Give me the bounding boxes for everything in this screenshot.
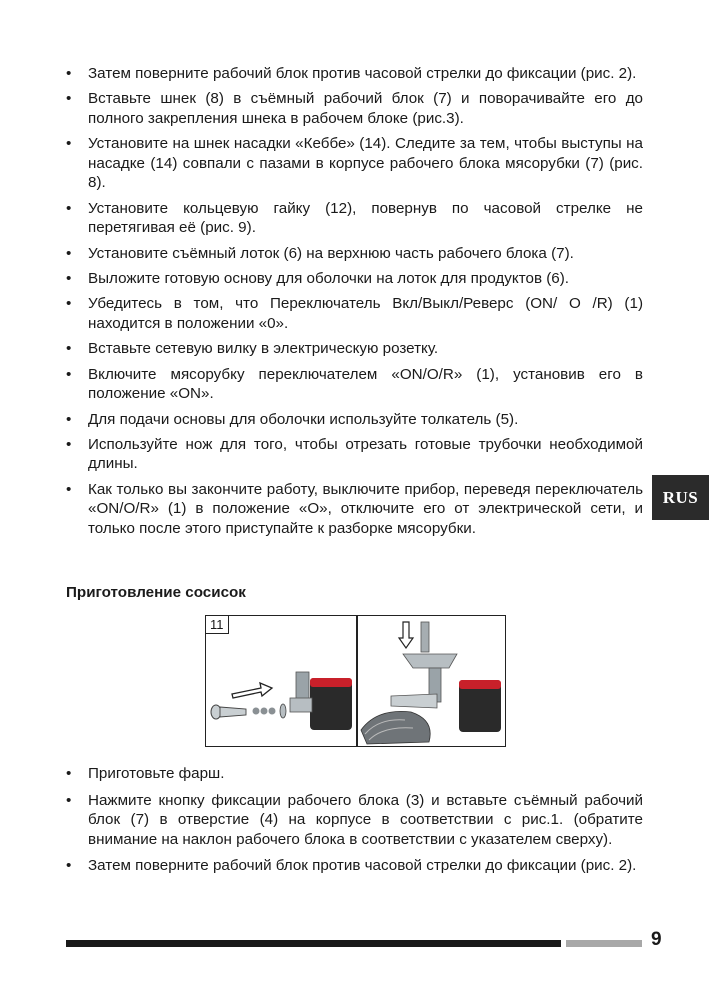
list-item: • Убедитесь в том, что Переключатель Вкл/Выкл/Реверс (ON/ O /R) (1) находится в положении «0».	[66, 294, 643, 333]
list-item: • Вставьте шнек (8) в съёмный рабочий блок (7) и поворачивайте его до полного закрепления шнека в рабочем блоке (рис.3).	[66, 89, 643, 128]
page-number: 9	[651, 929, 662, 950]
language-tab: RUS	[652, 475, 709, 520]
list-item: • Для подачи основы для оболочки используйте толкатель (5).	[66, 410, 643, 430]
list-item: • Нажмите кнопку фиксации рабочего блока (3) и вставьте съёмный рабочий блок (7) в отверстие (4) на корпусе в соответствии с рис.1. (обратите внимание на наклон рабочего блока в соответствии с указателем сверху).	[66, 791, 643, 850]
list-item: • Установите съёмный лоток (6) на верхнюю часть рабочего блока (7).	[66, 244, 643, 264]
list-item: • Включите мясорубку переключателем «ON/O/R» (1), установив его в положение «ON».	[66, 365, 643, 404]
footer-bar-light	[566, 940, 642, 947]
sausage-making-illustration	[357, 616, 505, 746]
section-heading: Приготовление сосисок	[66, 584, 246, 601]
footer-bar-dark	[66, 940, 561, 947]
list-item: • Затем поверните рабочий блок против часовой стрелки до фиксации (рис. 2).	[66, 64, 643, 84]
figure-number: 11	[206, 616, 229, 634]
instructions-list-top	[66, 64, 643, 544]
list-item: • Приготовьте фарш.	[66, 764, 643, 784]
list-item: • Установите на шнек насадки «Кеббе» (14). Следите за тем, чтобы выступы на насадке (14) совпали с пазами в корпусе рабочего блока мясорубки (7) (рис. 8).	[66, 134, 643, 193]
list-item: • Вставьте сетевую вилку в электрическую розетку.	[66, 339, 643, 359]
assembly-illustration	[206, 616, 356, 746]
list-item: • Выложите готовую основу для оболочки на лоток для продуктов (6).	[66, 269, 643, 289]
list-item: • Используйте нож для того, чтобы отрезать готовые трубочки необходимой длины.	[66, 435, 643, 474]
list-item: • Установите кольцевую гайку (12), повернув по часовой стрелке не перетягивая её (рис. 9).	[66, 199, 643, 238]
list-item: • Как только вы закончите работу, выключите прибор, переведя переключатель «ON/O/R» (1) в положение «O», отключите его от электрической сети, и только после этого приступайте к разборке мясорубки.	[66, 480, 643, 539]
instructions-list-bottom	[66, 764, 643, 883]
figure-11	[205, 615, 506, 747]
list-item: • Затем поверните рабочий блок против часовой стрелки до фиксации (рис. 2).	[66, 856, 643, 876]
